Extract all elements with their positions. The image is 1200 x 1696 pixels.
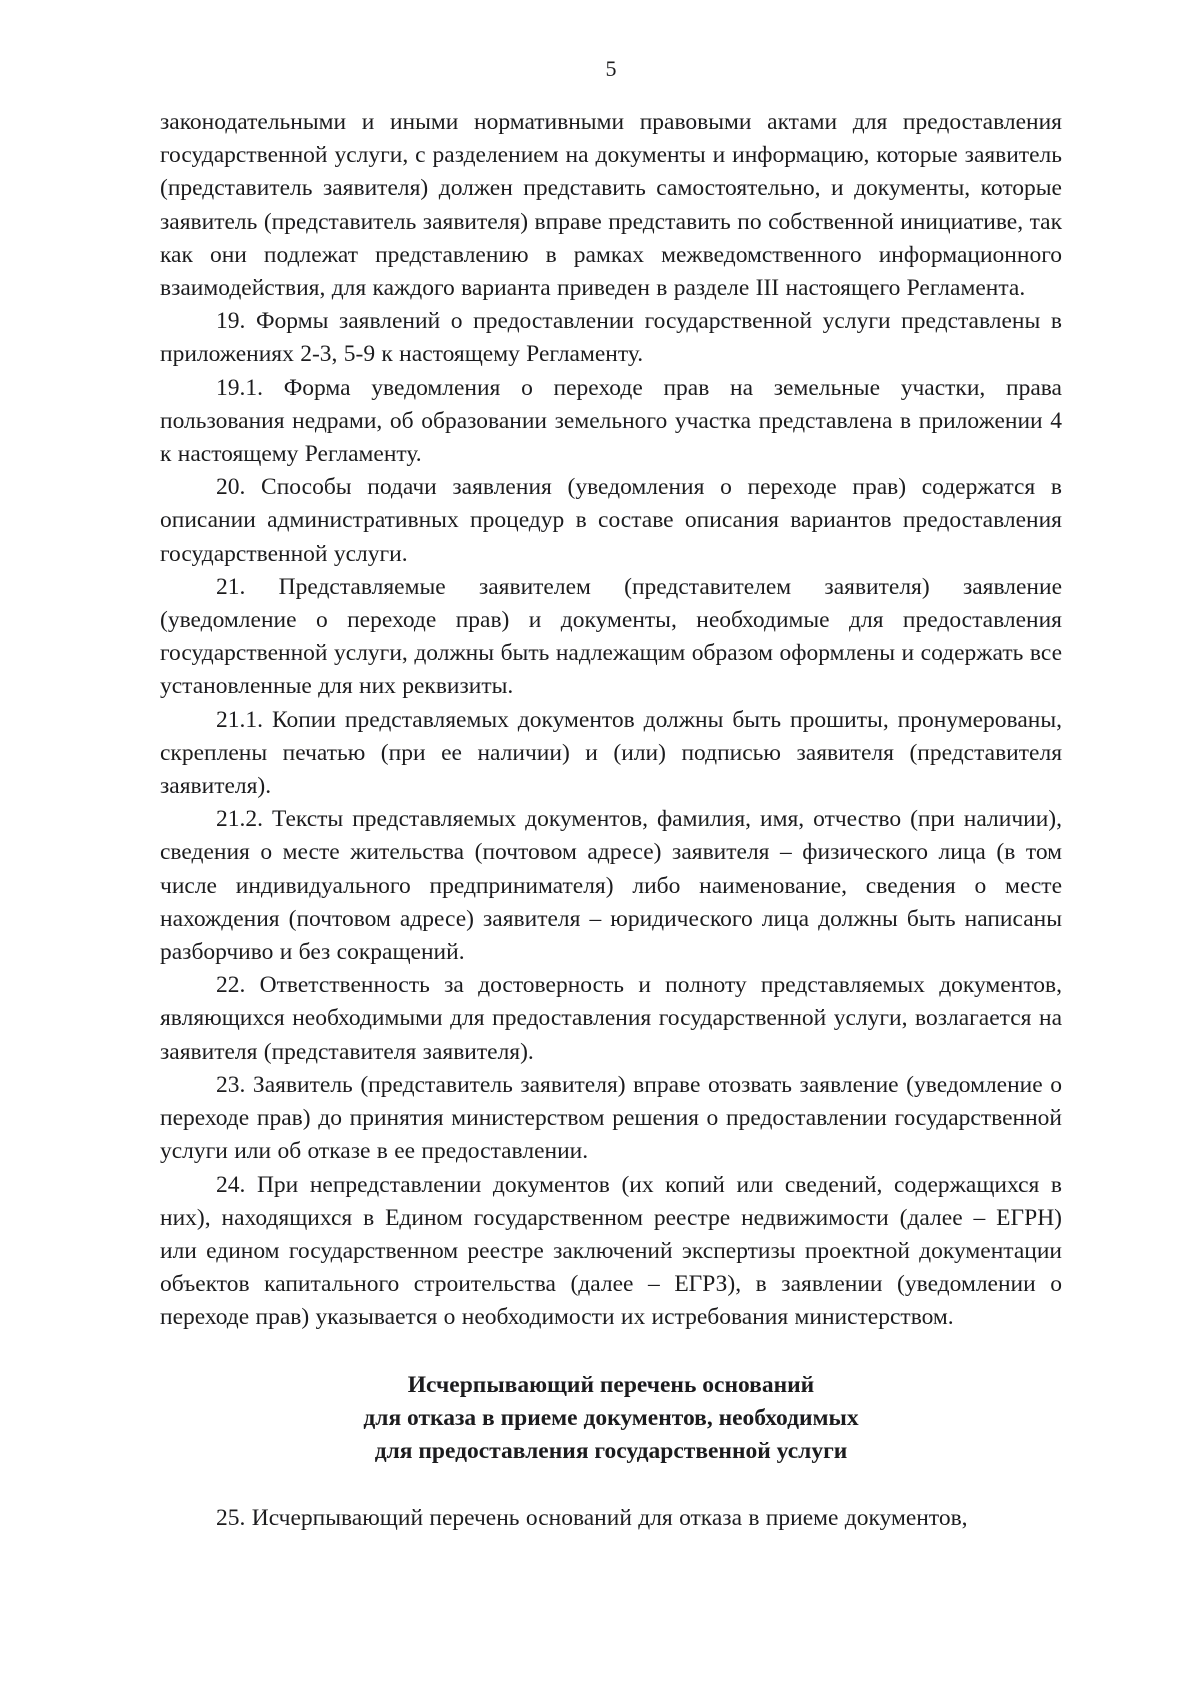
paragraph-21: 21. Представляемые заявителем (представителем заявителя) заявление (уведомление о переходе прав) и документы, необходимые для предоставления государственной услуги, должны быть надлежащим образом оформлены и содержать все установленные для них реквизиты.: [160, 573, 1062, 700]
section-heading-line-3: для предоставления государственной услуги: [374, 1437, 848, 1464]
paragraph-25: 25. Исчерпывающий перечень оснований для отказа в приеме документов,: [216, 1505, 968, 1532]
paragraph-23: 23. Заявитель (представитель заявителя) вправе отозвать заявление (уведомление о переходе прав) до принятия министерством решения о предоставлении государственной услуги или об отказе в ее предоставлении.: [160, 1071, 1062, 1165]
paragraph-24: 24. При непредставлении документов (их копий или сведений, содержащихся в них), находящихся в Едином государственном реестре недвижимости (далее – ЕГРН) или едином государственном реестре заключений экспертизы проектной документации объектов капитального строительства (далее – ЕГРЗ), в заявлении (уведомлении о переходе прав) указывается о необходимости их истребования министерством.: [160, 1171, 1062, 1331]
paragraph-19-1: 19.1. Форма уведомления о переходе прав на земельные участки, права пользования недрами, об образовании земельного участка представлена в приложении 4 к настоящему Регламенту.: [160, 374, 1062, 468]
section-heading: [160, 1369, 1062, 1469]
paragraph-19: 19. Формы заявлений о предоставлении государственной услуги представлены в приложениях 2-3, 5-9 к настоящему Регламенту.: [160, 308, 1062, 368]
document-body: [160, 106, 1062, 1535]
paragraph-21-1: 21.1. Копии представляемых документов должны быть прошиты, пронумерованы, скреплены печатью (при ее наличии) и (или) подписью заявителя (представителя заявителя).: [160, 706, 1062, 800]
page-number: 5: [605, 56, 617, 81]
paragraph-20: 20. Способы подачи заявления (уведомления о переходе прав) содержатся в описании административных процедур в составе описания вариантов предоставления государственной услуги.: [160, 474, 1062, 567]
section-heading-line-2: для отказа в приеме документов, необходимых: [363, 1404, 859, 1431]
section-heading-line-1: Исчерпывающий перечень оснований: [407, 1371, 815, 1398]
paragraph-22: 22. Ответственность за достоверность и полноту представляемых документов, являющихся необходимыми для предоставления государственной услуги, возлагается на заявителя (представителя заявителя).: [160, 972, 1062, 1065]
paragraph-continuation: законодательными и иными нормативными правовыми актами для предоставления государственной услуги, с разделением на документы и информацию, которые заявитель (представитель заявителя) должен представить самостоятельно, и документы, которые заявитель (представитель заявителя) вправе представить по собственной инициативе, так как они подлежат представлению в рамках межведомственного информационного взаимодействия, для каждого варианта приведен в разделе III настоящего Регламента.: [160, 109, 1062, 302]
paragraph-21-2: 21.2. Тексты представляемых документов, фамилия, имя, отчество (при наличии), сведения о месте жительства (почтовом адресе) заявителя – физического лица (в том числе индивидуального предпринимателя) либо наименование, сведения о месте нахождения (почтовом адресе) заявителя – юридического лица должны быть написаны разборчиво и без сокращений.: [160, 806, 1062, 966]
